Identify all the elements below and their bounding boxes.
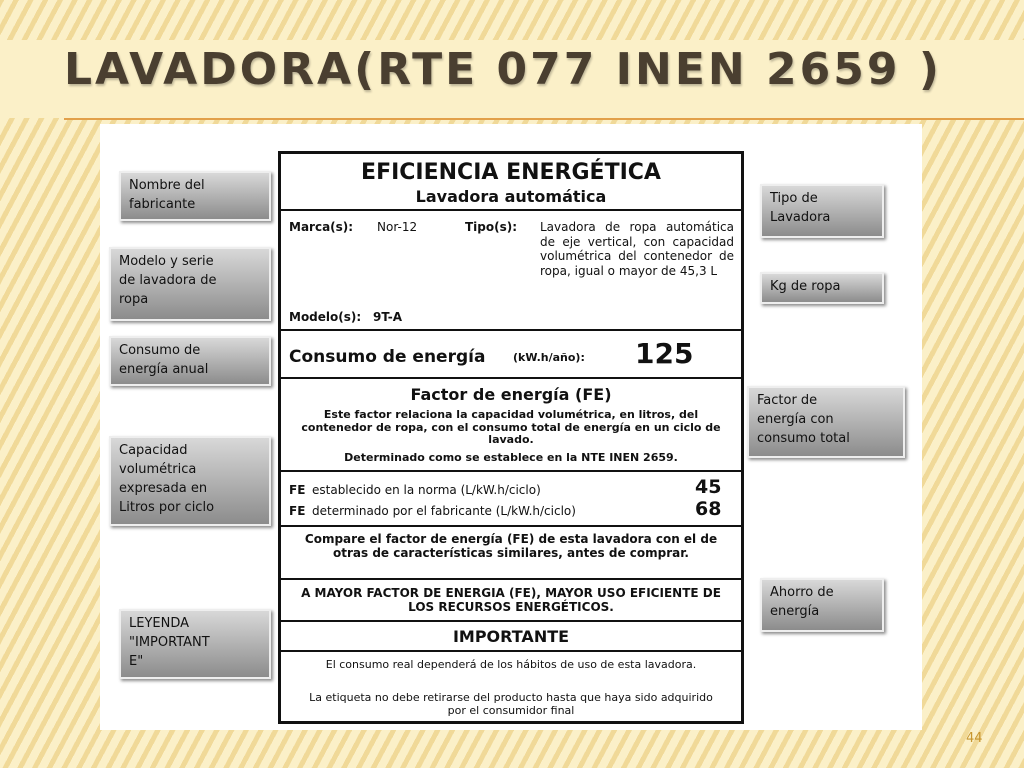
- consumo-unit: (kW.h/año):: [513, 351, 585, 364]
- page-number: 44: [966, 731, 983, 746]
- label-importante-header: [281, 622, 741, 652]
- factor-norma: Determinado como se establece en la NTE INEN 2659.: [344, 451, 678, 464]
- fe-fabricante-prefix: FE: [289, 504, 306, 518]
- label-subtitle: Lavadora automática: [415, 187, 607, 206]
- label-mayor: [281, 580, 741, 622]
- modelo-label: Modelo(s):: [289, 310, 362, 324]
- fe-norma-value: 45: [695, 476, 722, 498]
- factor-title: Factor de energía (FE): [410, 385, 612, 404]
- title-divider: [64, 118, 1024, 120]
- fe-norma-text: establecido en la norma (L/kW.h/ciclo): [312, 483, 541, 497]
- fe-fabricante-text: determinado por el fabricante (L/kW.h/ciclo): [312, 504, 576, 518]
- callout-modelo-serie: Modelo y serie de lavadora de ropa: [109, 247, 271, 321]
- mayor-text: A MAYOR FACTOR DE ENERGIA (FE), MAYOR USO EFICIENTE DE LOS RECURSOS ENERGÉTICOS.: [301, 586, 721, 614]
- importante-text-1: El consumo real dependerá de los hábitos de uso de esta lavadora.: [325, 658, 697, 671]
- energy-label: [278, 151, 744, 724]
- callout-nombre-fabricante: Nombre del fabricante: [119, 171, 271, 221]
- fe-norma-prefix: FE: [289, 483, 306, 497]
- callout-leyenda-importante: LEYENDA "IMPORTANT E": [119, 609, 271, 679]
- importante-title: IMPORTANTE: [452, 627, 570, 646]
- importante-text-2: La etiqueta no debe retirarse del producto hasta que haya sido adquirido por el consumidor final: [309, 691, 713, 717]
- label-consumo: [281, 331, 741, 379]
- label-factor-energia: [281, 379, 741, 472]
- slide-title: LAVADORA(RTE 077 INEN 2659 ): [64, 44, 942, 95]
- callout-ahorro-energia: Ahorro de energía: [760, 578, 884, 632]
- tipo-value: Lavadora de ropa automática de eje vertical, con capacidad volumétrica del contenedor de ropa, igual o mayor de 45,3 L: [540, 220, 734, 278]
- tipo-label: Tipo(s):: [465, 220, 518, 234]
- label-compare: [281, 527, 741, 580]
- callout-factor-energia: Factor de energía con consumo total: [747, 386, 905, 458]
- label-importante-body: [281, 652, 741, 721]
- factor-description: Este factor relaciona la capacidad volumétrica, en litros, del contenedor de ropa, con el consumo total de energía en un ciclo de lavado.: [301, 408, 721, 446]
- fe-fabricante-value: 68: [695, 498, 722, 520]
- callout-tipo-lavadora: Tipo de Lavadora: [760, 184, 884, 238]
- consumo-label: Consumo de energía: [289, 347, 486, 367]
- label-identification: [281, 211, 741, 331]
- label-title: EFICIENCIA ENERGÉTICA: [361, 160, 661, 185]
- label-header: [281, 154, 741, 211]
- compare-text: Compare el factor de energía (FE) de esta lavadora con el de otras de características similares, antes de comprar.: [304, 532, 718, 560]
- callout-capacidad-volumetrica: Capacidad volumétrica expresada en Litros por ciclo: [109, 436, 271, 526]
- marca-label: Marca(s):: [289, 220, 354, 234]
- label-fe-values: [281, 472, 741, 527]
- modelo-value: 9T-A: [373, 310, 403, 324]
- consumo-value: 125: [635, 337, 694, 370]
- callout-consumo-anual: Consumo de energía anual: [109, 336, 271, 386]
- callout-kg-ropa: Kg de ropa: [760, 272, 884, 304]
- marca-value: Nor-12: [377, 220, 418, 234]
